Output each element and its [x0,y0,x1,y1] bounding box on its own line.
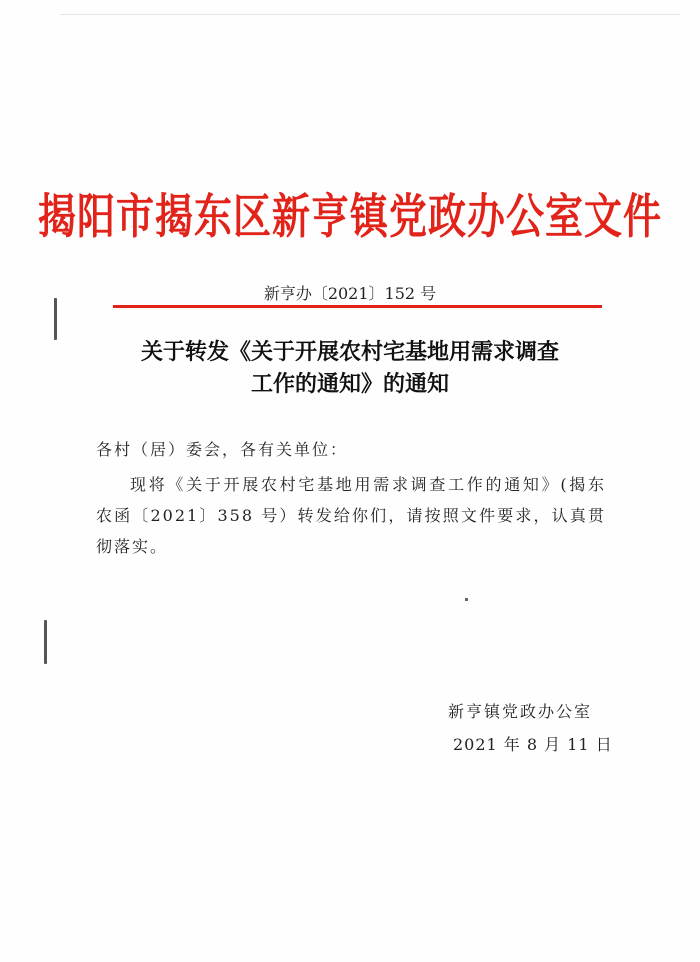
scan-edge-line [60,14,680,15]
notice-title [0,336,700,400]
header-title: 揭阳市揭东区新亨镇党政办公室文件 [37,188,662,245]
binding-hole-mark-top [54,298,57,340]
binding-hole-mark-bottom [44,620,47,664]
notice-title-line-1: 关于转发《关于开展农村宅基地用需求调查 [140,339,559,365]
red-divider-line [113,305,602,308]
notice-title-line-2: 工作的通知》的通知 [250,371,449,397]
issuing-office: 新亨镇党政办公室 [448,702,593,721]
issue-date: 2021 年 8 月 11 日 [453,735,613,754]
body-paragraph: 现将《关于开展农村宅基地用需求调查工作的通知》(揭东农函〔2021〕358 号）转发给你们，请按照文件要求，认真贯彻落实。 [96,475,606,556]
document-number: 新亨办〔2021〕152 号 [263,284,437,303]
addressee: 各村（居）委会，各有关单位： [96,440,349,459]
scan-speck [465,598,468,601]
